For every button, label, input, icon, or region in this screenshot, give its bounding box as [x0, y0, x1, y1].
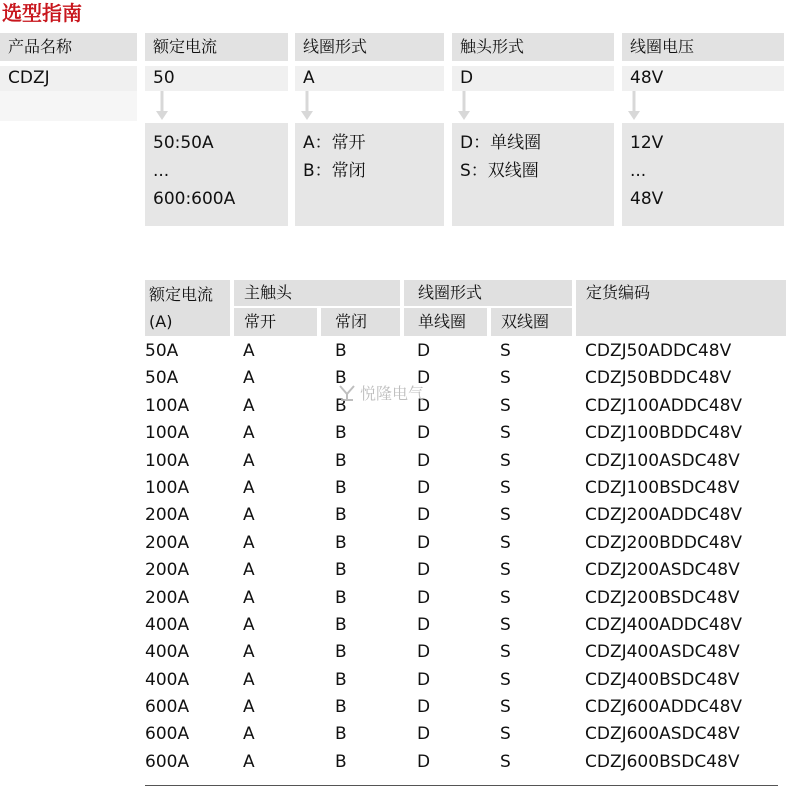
cell-normally-open: A	[243, 341, 255, 361]
watermark-text: 悦隆电气	[360, 384, 425, 403]
cell-normally-open: A	[243, 395, 255, 416]
header-contact-form: 触头形式	[452, 33, 614, 61]
cell-double-coil: S	[500, 560, 511, 581]
cell-double-coil: S	[500, 395, 511, 416]
cell-double-coil: S	[500, 587, 511, 608]
cell-normally-closed: B	[335, 505, 347, 526]
cell-order-code: CDZJ600ASDC48V	[585, 724, 740, 745]
value-product-name: CDZJ	[0, 66, 137, 91]
table-body	[145, 338, 785, 776]
cell-single-coil: D	[417, 423, 431, 444]
cell-normally-closed: B	[335, 669, 347, 690]
cell-order-code: CDZJ50ADDC48V	[585, 341, 732, 361]
cell-normally-open: A	[243, 560, 255, 581]
cell-rated-current: 100A	[145, 477, 190, 498]
cell-normally-open: A	[243, 368, 255, 389]
th-normally-closed: 常闭	[321, 308, 400, 336]
th-double-coil: 双线圈	[491, 308, 572, 336]
cell-normally-open: A	[243, 505, 255, 526]
table-row	[145, 530, 785, 557]
cell-rated-current: 200A	[145, 505, 190, 526]
cell-single-coil: D	[417, 395, 431, 416]
option-item: B：常闭	[303, 161, 366, 181]
cell-rated-current: 600A	[145, 724, 190, 745]
option-item: ...	[630, 161, 647, 181]
cell-normally-open: A	[243, 697, 255, 718]
th-rated-current	[145, 280, 230, 336]
cell-order-code: CDZJ50BDDC48V	[585, 368, 732, 389]
cell-normally-closed: B	[335, 450, 347, 471]
table-row	[145, 694, 785, 721]
option-item: A：常开	[303, 133, 366, 153]
cell-single-coil: D	[417, 560, 431, 581]
cell-double-coil: S	[500, 532, 511, 553]
option-item: 50:50A	[153, 133, 214, 153]
table-row	[145, 585, 785, 612]
cell-normally-closed: B	[335, 368, 347, 389]
watermark	[338, 381, 424, 404]
cell-rated-current: 100A	[145, 423, 190, 444]
cell-single-coil: D	[417, 532, 431, 553]
cell-double-coil: S	[500, 450, 511, 471]
cell-single-coil: D	[417, 505, 431, 526]
cell-double-coil: S	[500, 368, 511, 389]
options-coil-form	[295, 123, 444, 226]
header-product-name: 产品名称	[0, 33, 137, 61]
cell-normally-closed: B	[335, 642, 347, 663]
th-rated-current-line2: (A)	[149, 312, 173, 331]
cell-double-coil: S	[500, 341, 511, 361]
cell-normally-closed: B	[335, 560, 347, 581]
header-rated-current: 额定电流	[145, 33, 288, 61]
options-contact-form	[452, 123, 614, 226]
cell-single-coil: D	[417, 477, 431, 498]
cell-order-code: CDZJ600BSDC48V	[585, 751, 740, 772]
table-row	[145, 502, 785, 529]
header-coil-form: 线圈形式	[295, 33, 444, 61]
arrow-down-icon	[300, 91, 314, 121]
cell-normally-closed: B	[335, 532, 347, 553]
cell-normally-open: A	[243, 587, 255, 608]
table-row	[145, 420, 785, 447]
cell-rated-current: 600A	[145, 751, 190, 772]
cell-single-coil: D	[417, 341, 431, 361]
page-title: 选型指南	[2, 1, 82, 25]
cell-rated-current: 400A	[145, 669, 190, 690]
cell-rated-current: 200A	[145, 587, 190, 608]
value-contact-form: D	[452, 66, 614, 91]
product-name-fill	[0, 91, 137, 121]
table-row	[145, 475, 785, 502]
value-coil-form: A	[295, 66, 444, 91]
cell-order-code: CDZJ400BSDC48V	[585, 669, 740, 690]
cell-double-coil: S	[500, 669, 511, 690]
cell-normally-closed: B	[335, 423, 347, 444]
table-row	[145, 557, 785, 584]
option-item: 48V	[630, 189, 664, 209]
cell-normally-closed: B	[335, 751, 347, 772]
company-logo-icon	[338, 384, 356, 402]
value-rated-current: 50	[145, 66, 288, 91]
th-order-code: 定货编码	[576, 280, 786, 336]
cell-rated-current: 50A	[145, 368, 179, 389]
cell-normally-closed: B	[335, 614, 347, 635]
table-row	[145, 639, 785, 666]
th-coil-form: 线圈形式	[404, 280, 572, 306]
cell-double-coil: S	[500, 751, 511, 772]
cell-rated-current: 100A	[145, 450, 190, 471]
options-coil-voltage	[622, 123, 784, 226]
th-main-contact: 主触头	[234, 280, 400, 306]
cell-single-coil: D	[417, 642, 431, 663]
table-row	[145, 612, 785, 639]
cell-rated-current: 600A	[145, 697, 190, 718]
table-row	[145, 721, 785, 748]
cell-order-code: CDZJ200ASDC48V	[585, 560, 740, 581]
cell-normally-open: A	[243, 751, 255, 772]
cell-normally-open: A	[243, 642, 255, 663]
table-row	[145, 749, 785, 776]
cell-double-coil: S	[500, 642, 511, 663]
option-item: ...	[153, 161, 170, 181]
cell-order-code: CDZJ600ADDC48V	[585, 697, 743, 718]
cell-single-coil: D	[417, 669, 431, 690]
table-row	[145, 365, 785, 392]
cell-normally-closed: B	[335, 697, 347, 718]
cell-normally-open: A	[243, 532, 255, 553]
cell-normally-open: A	[243, 423, 255, 444]
cell-rated-current: 400A	[145, 614, 190, 635]
header-coil-voltage: 线圈电压	[622, 33, 784, 61]
cell-double-coil: S	[500, 724, 511, 745]
arrow-down-icon	[457, 91, 471, 121]
cell-single-coil: D	[417, 614, 431, 635]
cell-double-coil: S	[500, 505, 511, 526]
cell-order-code: CDZJ400ADDC48V	[585, 614, 743, 635]
cell-rated-current: 50A	[145, 341, 179, 361]
cell-order-code: CDZJ100BDDC48V	[585, 423, 743, 444]
cell-double-coil: S	[500, 697, 511, 718]
cell-normally-closed: B	[335, 724, 347, 745]
cell-normally-open: A	[243, 669, 255, 690]
value-coil-voltage: 48V	[622, 66, 784, 91]
cell-order-code: CDZJ200BDDC48V	[585, 532, 743, 553]
cell-order-code: CDZJ100ADDC48V	[585, 395, 743, 416]
cell-normally-closed: B	[335, 587, 347, 608]
table-row	[145, 667, 785, 694]
cell-rated-current: 200A	[145, 560, 190, 581]
th-rated-current-line1: 额定电流	[149, 285, 214, 304]
cell-single-coil: D	[417, 368, 431, 389]
cell-normally-closed: B	[335, 477, 347, 498]
cell-double-coil: S	[500, 477, 511, 498]
option-item: 12V	[630, 133, 664, 153]
arrow-down-icon	[155, 91, 169, 121]
option-item: S：双线圈	[460, 161, 539, 181]
table-row	[145, 338, 785, 365]
option-item: D：单线圈	[460, 133, 542, 153]
cell-double-coil: S	[500, 614, 511, 635]
cell-order-code: CDZJ100ASDC48V	[585, 450, 740, 471]
cell-normally-closed: B	[335, 395, 347, 416]
th-single-coil: 单线圈	[404, 308, 487, 336]
cell-normally-closed: B	[335, 341, 347, 361]
cell-normally-open: A	[243, 450, 255, 471]
cell-normally-open: A	[243, 614, 255, 635]
table-row	[145, 448, 785, 475]
cell-double-coil: S	[500, 423, 511, 444]
option-item: 600:600A	[153, 189, 236, 209]
cell-single-coil: D	[417, 587, 431, 608]
cell-normally-open: A	[243, 724, 255, 745]
cell-order-code: CDZJ200ADDC48V	[585, 505, 743, 526]
cell-single-coil: D	[417, 751, 431, 772]
cell-rated-current: 200A	[145, 532, 190, 553]
table-bottom-divider	[145, 785, 778, 786]
cell-single-coil: D	[417, 697, 431, 718]
cell-order-code: CDZJ400ASDC48V	[585, 642, 740, 663]
arrow-down-icon	[627, 91, 641, 121]
cell-order-code: CDZJ100BSDC48V	[585, 477, 740, 498]
cell-order-code: CDZJ200BSDC48V	[585, 587, 740, 608]
options-rated-current	[145, 123, 288, 226]
cell-single-coil: D	[417, 450, 431, 471]
cell-normally-open: A	[243, 477, 255, 498]
cell-rated-current: 400A	[145, 642, 190, 663]
th-normally-open: 常开	[234, 308, 317, 336]
cell-single-coil: D	[417, 724, 431, 745]
table-row	[145, 393, 785, 420]
cell-rated-current: 100A	[145, 395, 190, 416]
